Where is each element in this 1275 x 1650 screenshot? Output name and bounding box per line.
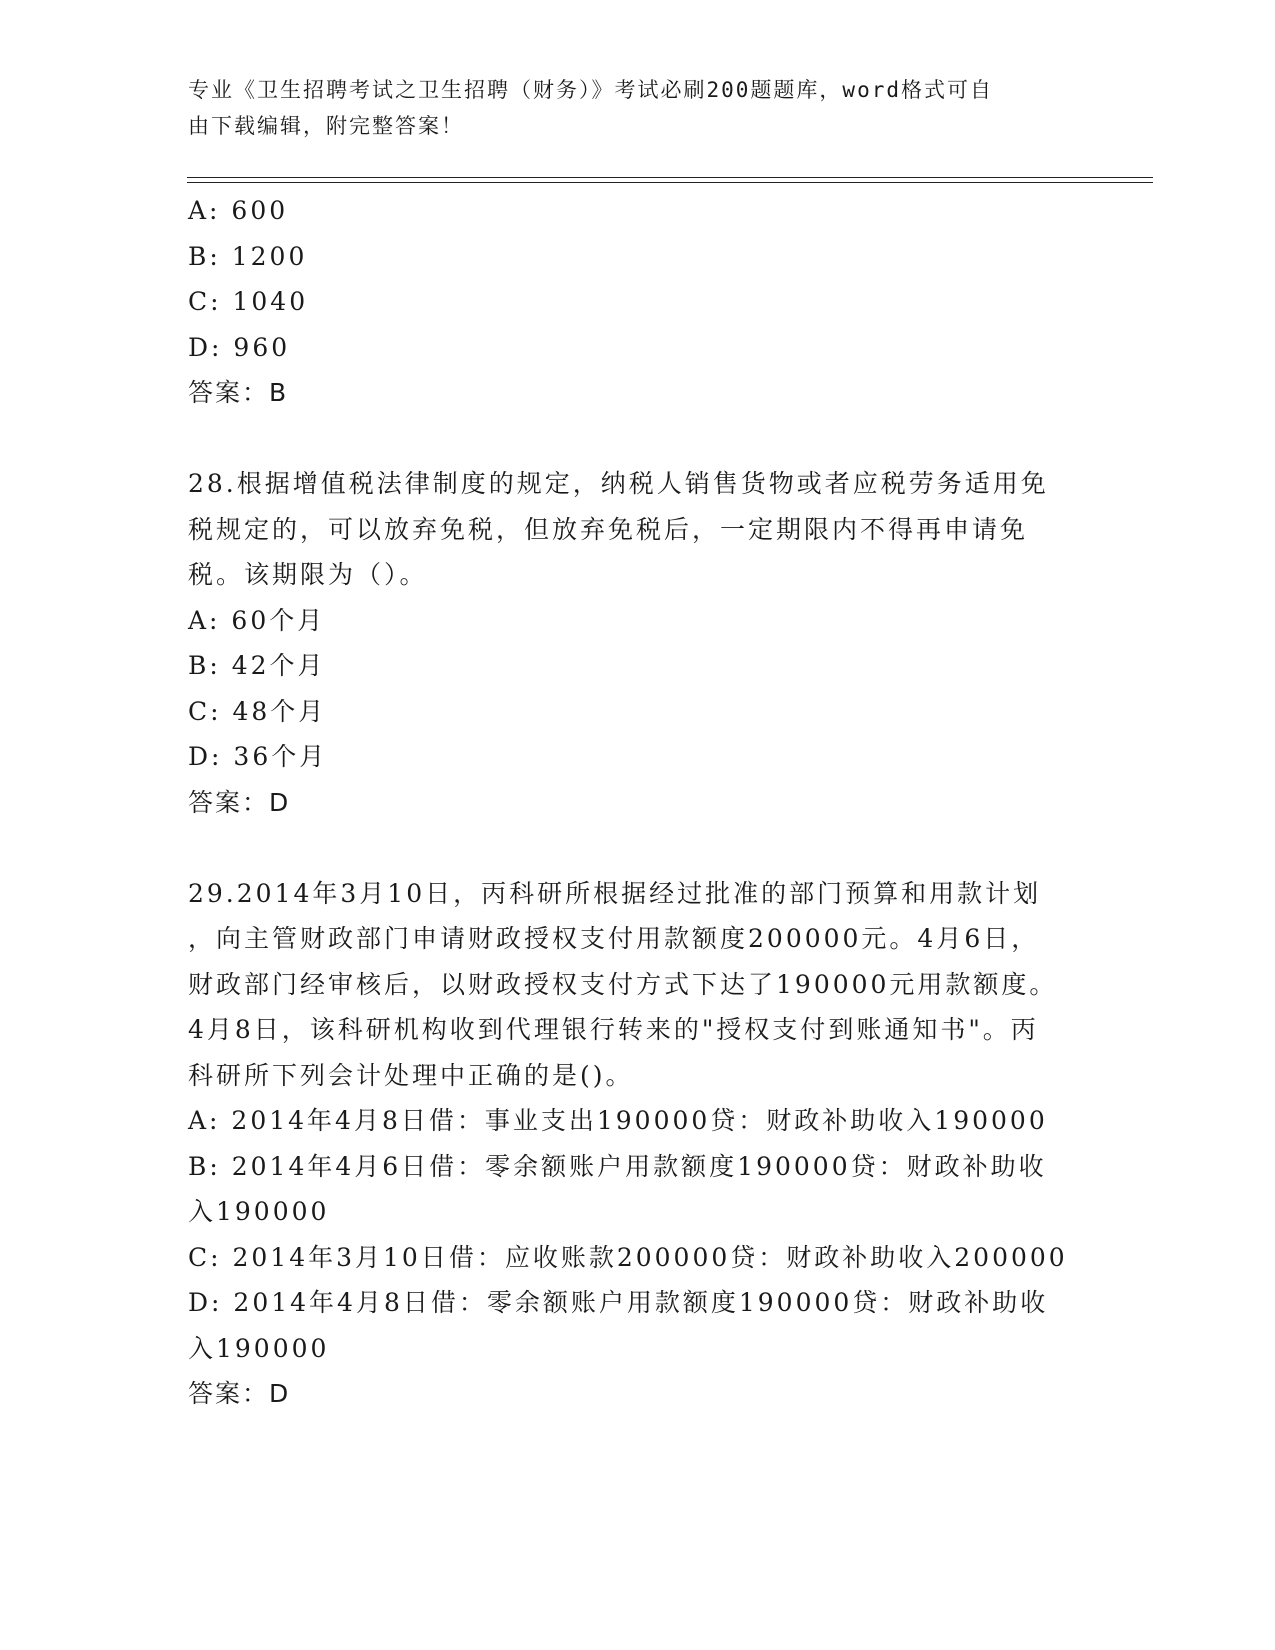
option-a: A: 60个月 <box>188 605 326 635</box>
option-a: A: 600 <box>188 196 289 225</box>
option-b: B: 42个月 <box>188 651 326 680</box>
question-text-line: 28.根据增值税法律制度的规定，纳税人销售货物或者应税劳务适用免 <box>188 469 1049 498</box>
option-d-continued: 入190000 <box>188 1333 330 1363</box>
question-27 <box>188 188 1088 416</box>
option-a: A: 2014年4月8日借：事业支出190000贷：财政补助收入190000 <box>188 1106 1048 1135</box>
option-c: C: 2014年3月10日借：应收账款200000贷：财政补助收入200000 <box>188 1242 1068 1272</box>
header-divider-top <box>187 177 1153 178</box>
question-text-line: 财政部门经审核后，以财政授权支付方式下达了190000元用款额度。 <box>188 969 1058 999</box>
option-c: C: 48个月 <box>188 696 327 726</box>
option-b: B: 2014年4月6日借：零余额账户用款额度190000贷：财政补助收 <box>188 1151 1047 1181</box>
document-header <box>188 72 1068 144</box>
header-line-2: 由下载编辑，附完整答案！ <box>188 114 464 138</box>
option-b: B: 1200 <box>188 241 308 271</box>
question-text-line: 税规定的，可以放弃免税，但放弃免税后，一定期限内不得再申请免 <box>188 514 1029 544</box>
header-divider-bottom <box>187 182 1153 183</box>
question-text-line: 科研所下列会计处理中正确的是()。 <box>188 1060 634 1090</box>
question-text-line: 29.2014年3月10日，丙科研所根据经过批准的部门预算和用款计划 <box>188 878 1042 908</box>
option-b-continued: 入190000 <box>188 1197 330 1226</box>
option-d: D: 960 <box>188 332 291 362</box>
option-c: C: 1040 <box>188 287 309 316</box>
option-d: D: 36个月 <box>188 742 328 771</box>
answer-label: 答案：D <box>188 787 291 817</box>
question-list <box>188 188 1088 1417</box>
header-line-1: 专业《卫生招聘考试之卫生招聘（财务）》考试必刷200题题库，word格式可自 <box>188 78 993 102</box>
answer-label: 答案：D <box>188 1379 291 1408</box>
spacer <box>188 825 1088 871</box>
question-text-line: ，向主管财政部门申请财政授权支付用款额度200000元。4月6日， <box>188 924 1040 953</box>
answer-label: 答案：B <box>188 378 289 407</box>
question-29 <box>188 871 1088 1417</box>
question-28 <box>188 461 1088 825</box>
question-text-line: 4月8日，该科研机构收到代理银行转来的"授权支付到账通知书"。丙 <box>188 1015 1039 1044</box>
option-d: D: 2014年4月8日借：零余额账户用款额度190000贷：财政补助收 <box>188 1288 1049 1317</box>
question-text-line: 税。该期限为（）。 <box>188 560 428 589</box>
spacer <box>188 416 1088 462</box>
